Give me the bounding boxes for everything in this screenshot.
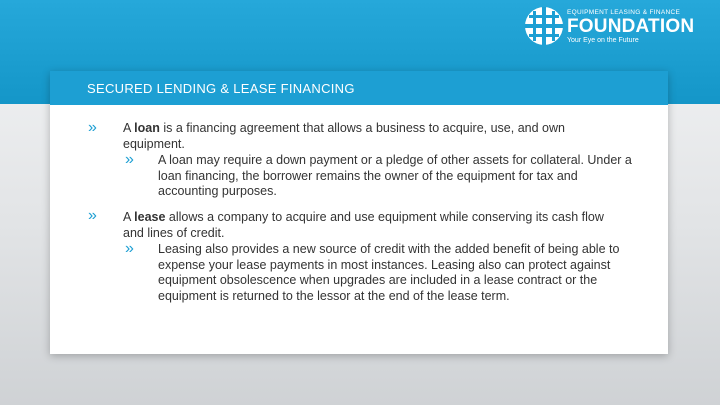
bullet-term: lease — [134, 210, 166, 224]
sub-bullet-marker: » — [125, 240, 134, 257]
content-card — [50, 71, 668, 354]
logo-small-text: EQUIPMENT LEASING & FINANCE — [567, 9, 681, 16]
sub-bullet-marker: » — [125, 151, 134, 168]
bullet-term: loan — [134, 121, 160, 135]
bullet-text: allows a company to acquire and use equipment while conserving its cash flow and lines of credit. — [123, 210, 604, 240]
sub-bullet-loan: A loan may require a down payment or a pledge of other assets for collateral. Under a loan financing, the borrower remains the owner of the equipment for tax and accounting purposes. — [158, 153, 632, 198]
bullet-lead: A — [123, 121, 131, 135]
bullet-loan — [123, 121, 603, 152]
slide-title: SECURED LENDING & LEASE FINANCING — [87, 81, 355, 96]
bullet-marker: » — [88, 207, 97, 224]
bullet-lease — [123, 210, 608, 241]
bullet-marker: » — [88, 119, 97, 136]
globe-logo-icon — [524, 6, 564, 46]
bullet-lead: A — [123, 210, 131, 224]
logo-name: FOUNDATION — [567, 16, 695, 37]
foundation-logo — [524, 6, 714, 48]
card-header — [50, 71, 668, 105]
bullet-text: is a financing agreement that allows a business to acquire, use, and own equipment. — [123, 121, 565, 151]
logo-tagline: Your Eye on the Future — [567, 37, 639, 44]
sub-bullet-lease: Leasing also provides a new source of credit with the added benefit of being able to expense your lease payments in most instances. Leasing also can protect against equipment obsolescence when upgrades are included in a lease contract or the equipment is returned to the lessor at the end of the lease term. — [158, 242, 620, 303]
